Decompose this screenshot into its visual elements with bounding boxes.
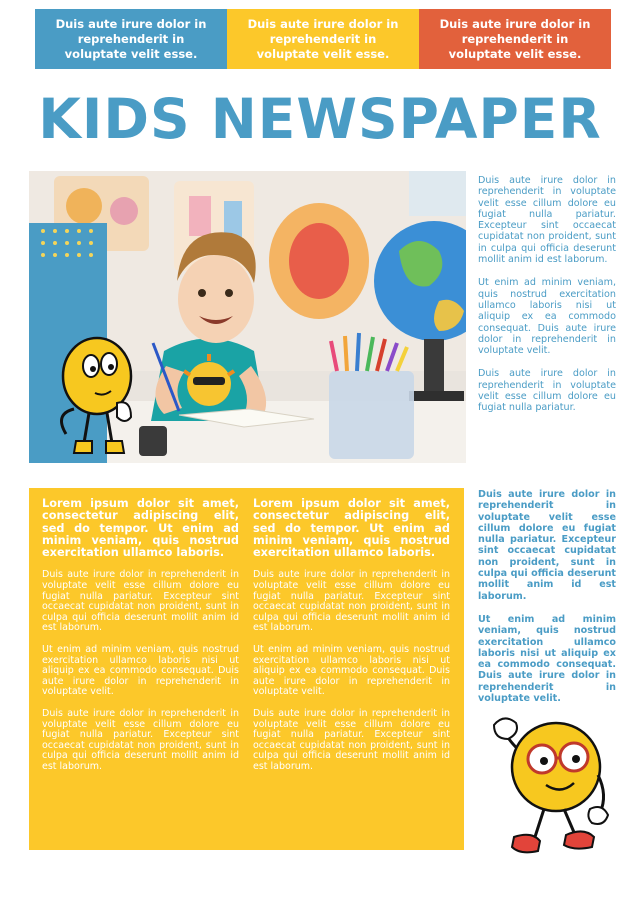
article-column-left [42,498,239,784]
article-column-right [253,498,450,784]
side-paragraph: Ut enim ad minim veniam, quis nostrud exercitation ullamco laboris nisi ut aliquip ex ea commodo consequat. Duis aute irure dolor in reprehenderit in voluptate velit. [478,613,616,705]
article-lead: Lorem ipsum dolor sit amet, consectetur adipiscing elit, sed do tempor. Ut enim ad minim veniam, quis nostrud exercitation ullamco laboris. [253,497,450,560]
article-paragraph: Duis aute irure dolor in reprehenderit in voluptate velit esse cillum dolore eu fugiat nulla pariatur. Excepteur sint occaecat cupidatat non proident, sunt in culpa qui officia deserunt mollit anim id est laborum. [42,569,239,634]
classroom-photo [29,171,466,463]
header-box-orange: Duis aute irure dolor in reprehenderit in voluptate velit esse. [419,9,611,69]
header-banner [35,9,611,69]
newspaper-title: KIDS NEWSPAPER [38,87,602,151]
side-paragraph: Ut enim ad minim veniam, quis nostrud exercitation ullamco laboris nisi ut aliquip ex ea commodo consequat. Duis aute irure dolor in reprehenderit in voluptate velit. [478,277,616,357]
side-paragraph: Duis aute irure dolor in reprehenderit in voluptate velit esse cillum dolore eu fugiat nulla pariatur. Excepteur sint occaecat cupidatat non proident, sunt in culpa qui officia deserunt mollit anim id est laborum. [478,489,616,602]
side-column-bottom [478,489,616,716]
article-box [29,488,464,850]
cartoon-mascot-illustration [486,715,612,865]
header-box-blue: Duis aute irure dolor in reprehenderit in voluptate velit esse. [35,9,227,69]
side-paragraph: Duis aute irure dolor in reprehenderit in voluptate velit esse cillum dolore eu fugiat nulla pariatur. [478,368,616,414]
article-lead: Lorem ipsum dolor sit amet, consectetur adipiscing elit, sed do tempor. Ut enim ad minim veniam, quis nostrud exercitation ullamco laboris. [42,497,239,560]
header-box-yellow: Duis aute irure dolor in reprehenderit in voluptate velit esse. [227,9,419,69]
article-paragraph: Duis aute irure dolor in reprehenderit in voluptate velit esse cillum dolore eu fugiat nulla pariatur. Excepteur sint occaecat cupidatat non proident, sunt in culpa qui officia deserunt mollit anim id est laborum. [42,708,239,772]
side-paragraph: Duis aute irure dolor in reprehenderit in voluptate velit esse cillum dolore eu fugiat nulla pariatur. Excepteur sint occaecat cupidatat non proident, sunt in culpa qui officia deserunt mollit anim id est laborum. [478,175,616,266]
side-column-top [478,175,616,426]
article-paragraph: Ut enim ad minim veniam, quis nostrud exercitation ullamco laboris nisi ut aliquip ex ea commodo consequat. Duis aute irure dolor in reprehenderit in voluptate velit. [42,644,239,698]
article-paragraph: Duis aute irure dolor in reprehenderit in voluptate velit esse cillum dolore eu fugiat nulla pariatur. Excepteur sint occaecat cupidatat non proident, sunt in culpa qui officia deserunt mollit anim id est laborum. [253,708,450,772]
article-paragraph: Duis aute irure dolor in reprehenderit in voluptate velit esse cillum dolore eu fugiat nulla pariatur. Excepteur sint occaecat cupidatat non proident, sunt in culpa qui officia deserunt mollit anim id est laborum. [253,569,450,634]
article-paragraph: Ut enim ad minim veniam, quis nostrud exercitation ullamco laboris nisi ut aliquip ex ea commodo consequat. Duis aute irure dolor in reprehenderit in voluptate velit. [253,644,450,698]
